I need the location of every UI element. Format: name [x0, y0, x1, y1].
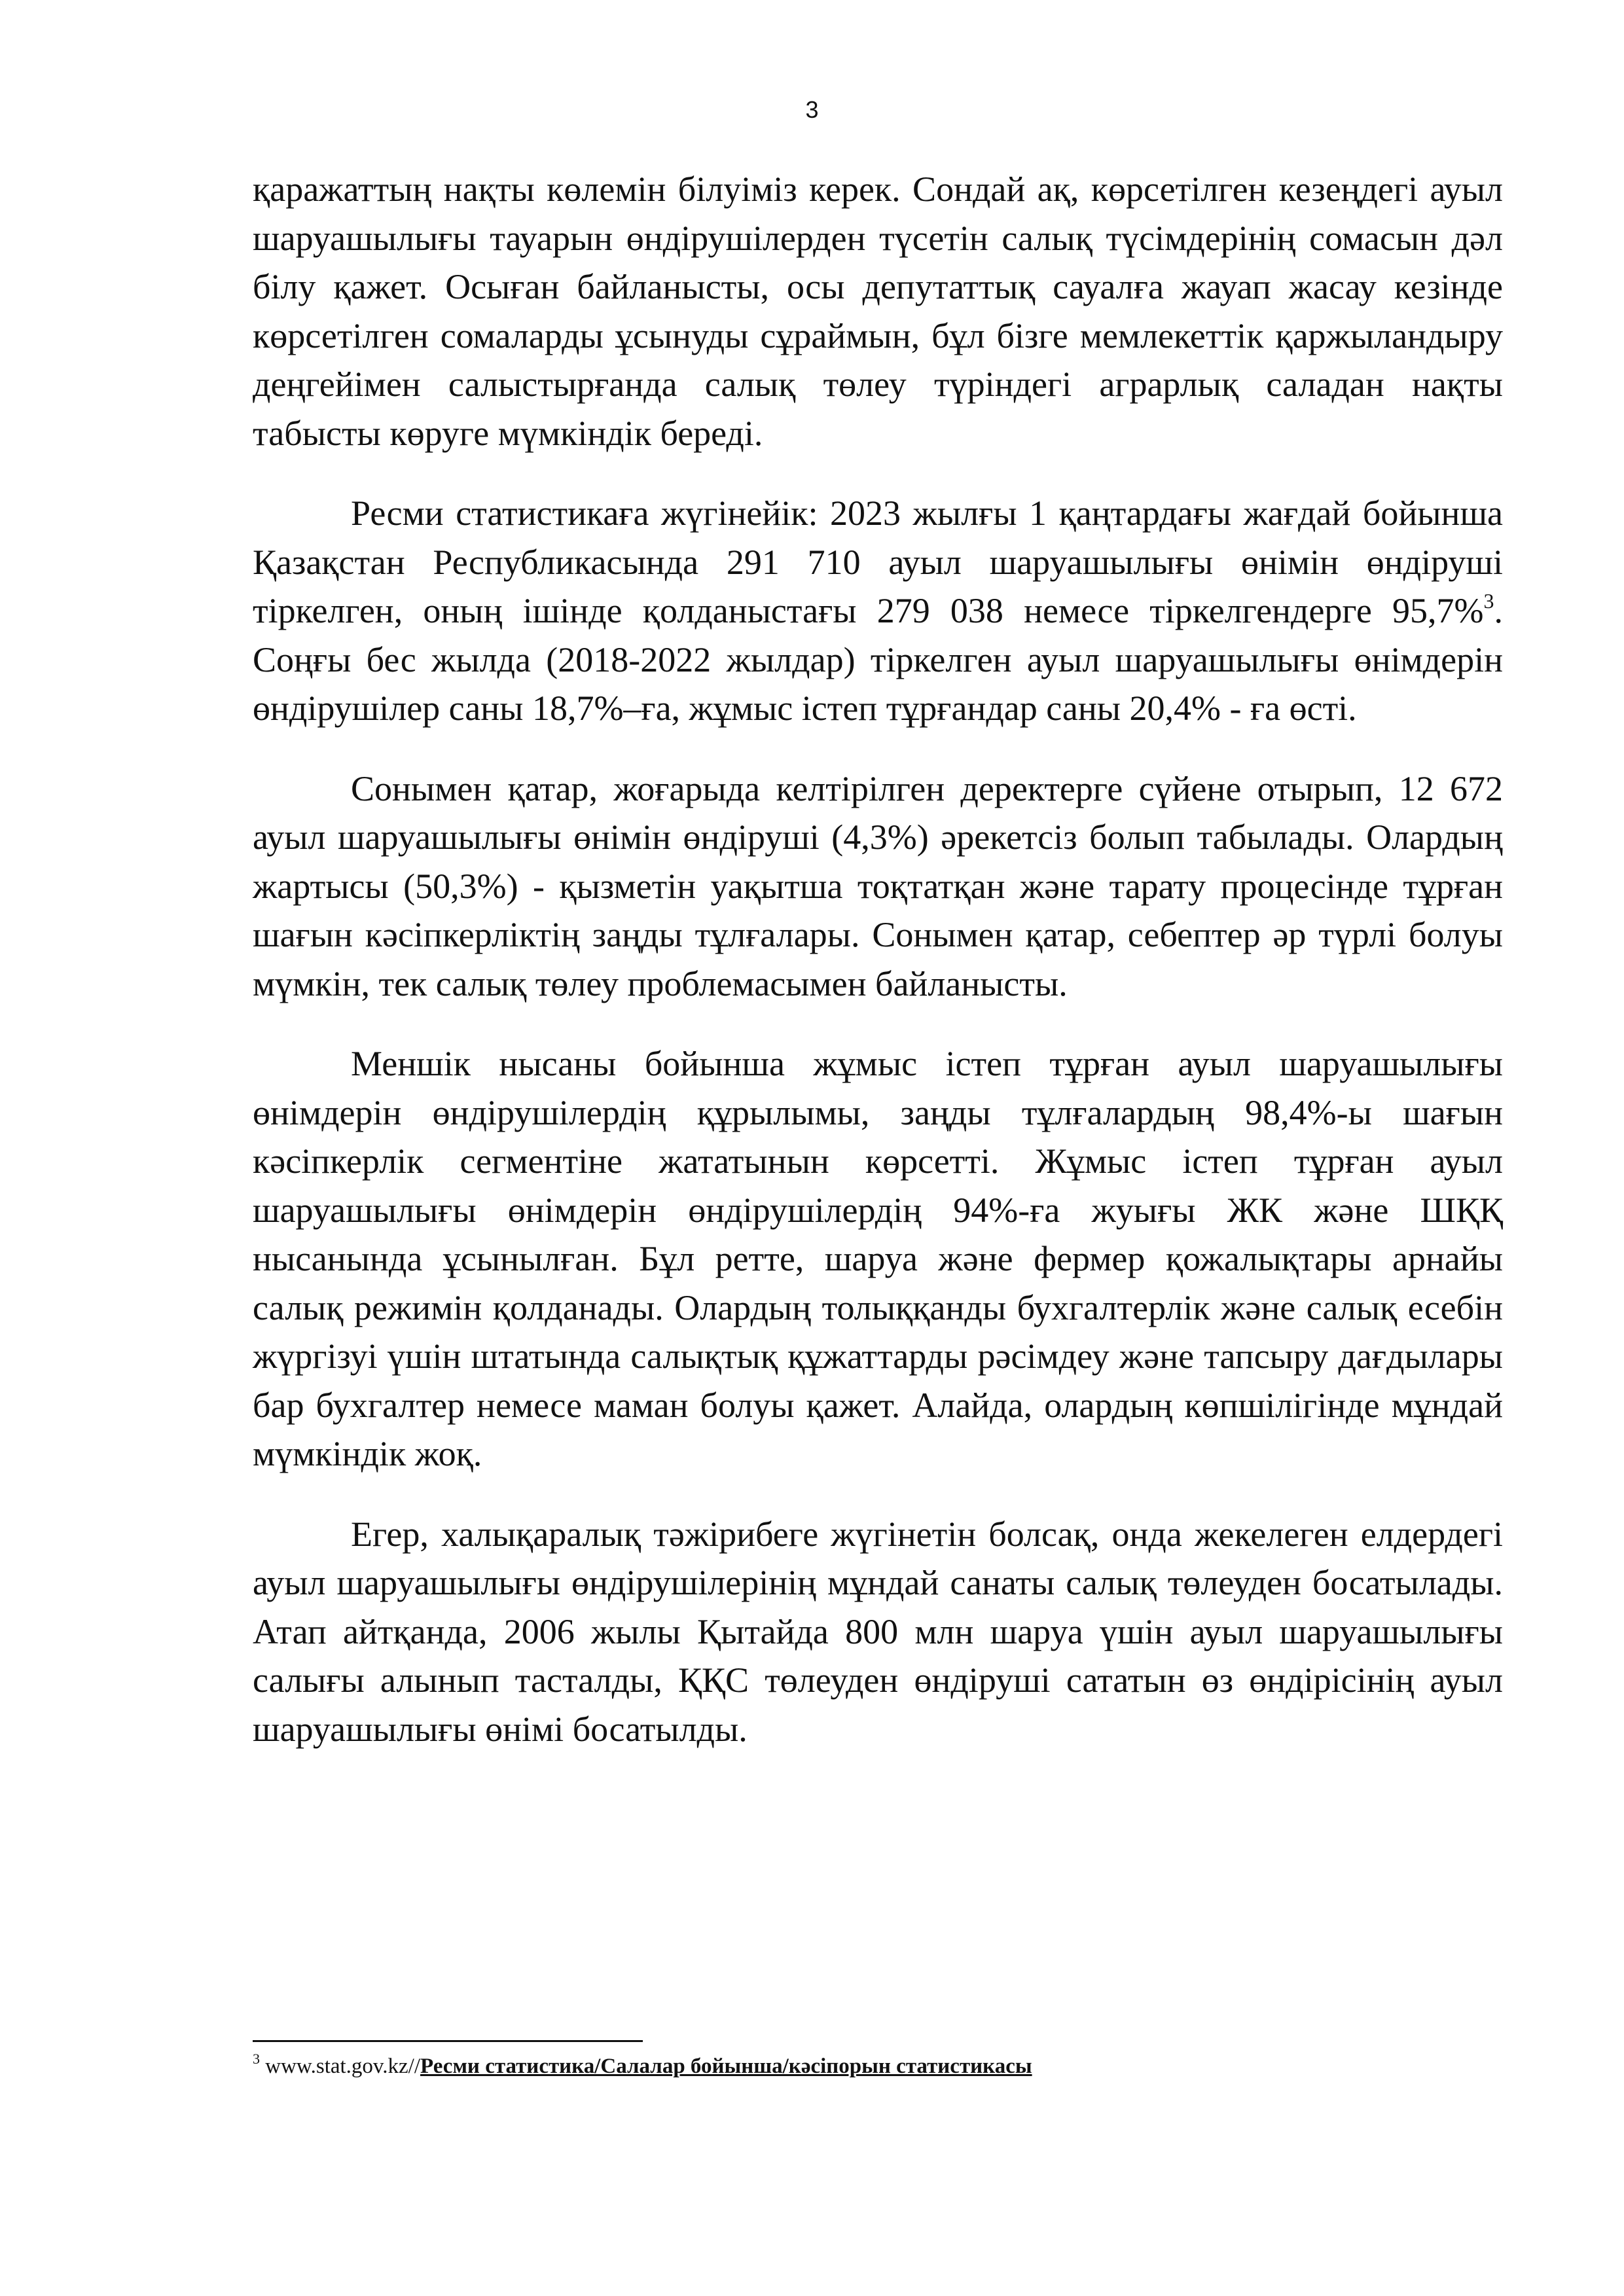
- page-number: 3: [805, 96, 819, 123]
- footnote-url[interactable]: www.stat.gov.kz//: [265, 2054, 421, 2078]
- paragraph-2-text-end: . Соңғы бес жылда (2018-2022 жылдар) тіркелген ауыл шаруашылығы өнімдерін өндірушілер саны 18,7%–ға, жұмыс істеп тұрғандар саны 20,4% - ға өсті.: [253, 591, 1503, 728]
- footnote-reference[interactable]: 3: [1483, 589, 1494, 613]
- paragraph-3: Сонымен қатар, жоғарыда келтірілген деректерге сүйене отырып, 12 672 ауыл шаруашылығы өнімін өндіруші (4,3%) әрекетсіз болып табылады. Олардың жартысы (50,3%) - қызметін уақытша тоқтатқан және тарату процесінде тұрған шағын кәсіпкерліктің заңды тұлғалары. Сонымен қатар, себептер әр түрлі болуы мүмкін, тек салық төлеу проблемасымен байланысты.: [253, 768, 1503, 1003]
- paragraph-5: Егер, халықаралық тәжірибеге жүгінетін болсақ, онда жекелеген елдердегі ауыл шаруашылығы өндірушілерінің мұндай санаты салық төлеуден босатылады. Атап айтқанда, 2006 жылы Қытайда 800 млн шаруа үшін ауыл шаруашылығы салығы алынып тасталды, ҚҚС төлеуден өндіруші сататын өз өндірісінің ауыл шаруашылығы өнімі босатылды.: [253, 1514, 1503, 1749]
- footnote-marker: 3: [253, 2051, 260, 2067]
- footnote-link[interactable]: Ресми статистика/Салалар бойынша/кәсіпорын статистикасы: [420, 2054, 1032, 2078]
- paragraph-1: қаражаттың нақты көлемін білуіміз керек. Сондай ақ, көрсетілген кезеңдегі ауыл шаруашылығы тауарын өндірушілерден түсетін салық түсімдерінің сомасын дәл білу қажет. Осыған байланысты, осы депутаттық сауалға жауап жасау кезінде көрсетілген сомаларды ұсынуды сұраймын, бұл бізге мемлекеттік қаржыландыру деңгейімен салыстырғанда салық төлеу түріндегі аграрлық саладан нақты табысты көруге мүмкіндік береді.: [253, 170, 1503, 453]
- document-body: [253, 165, 1503, 1753]
- paragraph-2: [253, 489, 1503, 733]
- paragraph-4: Меншік нысаны бойынша жұмыс істеп тұрған ауыл шаруашылығы өнімдерін өндірушілердің құрылымы, заңды тұлғалардың 98,4%-ы шағын кәсіпкерлік сегментіне жататынын көрсетті. Жұмыс істеп тұрған ауыл шаруашылығы өнімдерін өндірушілердің 94%-ға жуығы ЖК және ШҚҚ нысанында ұсынылған. Бұл ретте, шаруа және фермер қожалықтары арнайы салық режимін қолданады. Олардың толыққанды бухгалтерлік және салық есебін жүргізуі үшін штатында салықтық құжаттарды рәсімдеу және тапсыру дағдылары бар бухгалтер немесе маман болуы қажет. Алайда, олардың көпшілігінде мұндай мүмкіндік жоқ.: [253, 1044, 1503, 1473]
- footnote-separator: [253, 2040, 643, 2042]
- footnote: [253, 2053, 1503, 2079]
- paragraph-2-text-start: Ресми статистикаға жүгінейік: 2023 жылғы 1 қаңтардағы жағдай бойынша Қазақстан Республикасында 291 710 ауыл шаруашылығы өнімін өндіруші тіркелген, оның ішінде қолданыстағы 279 038 немесе тіркелгендерге 95,7%: [253, 493, 1503, 630]
